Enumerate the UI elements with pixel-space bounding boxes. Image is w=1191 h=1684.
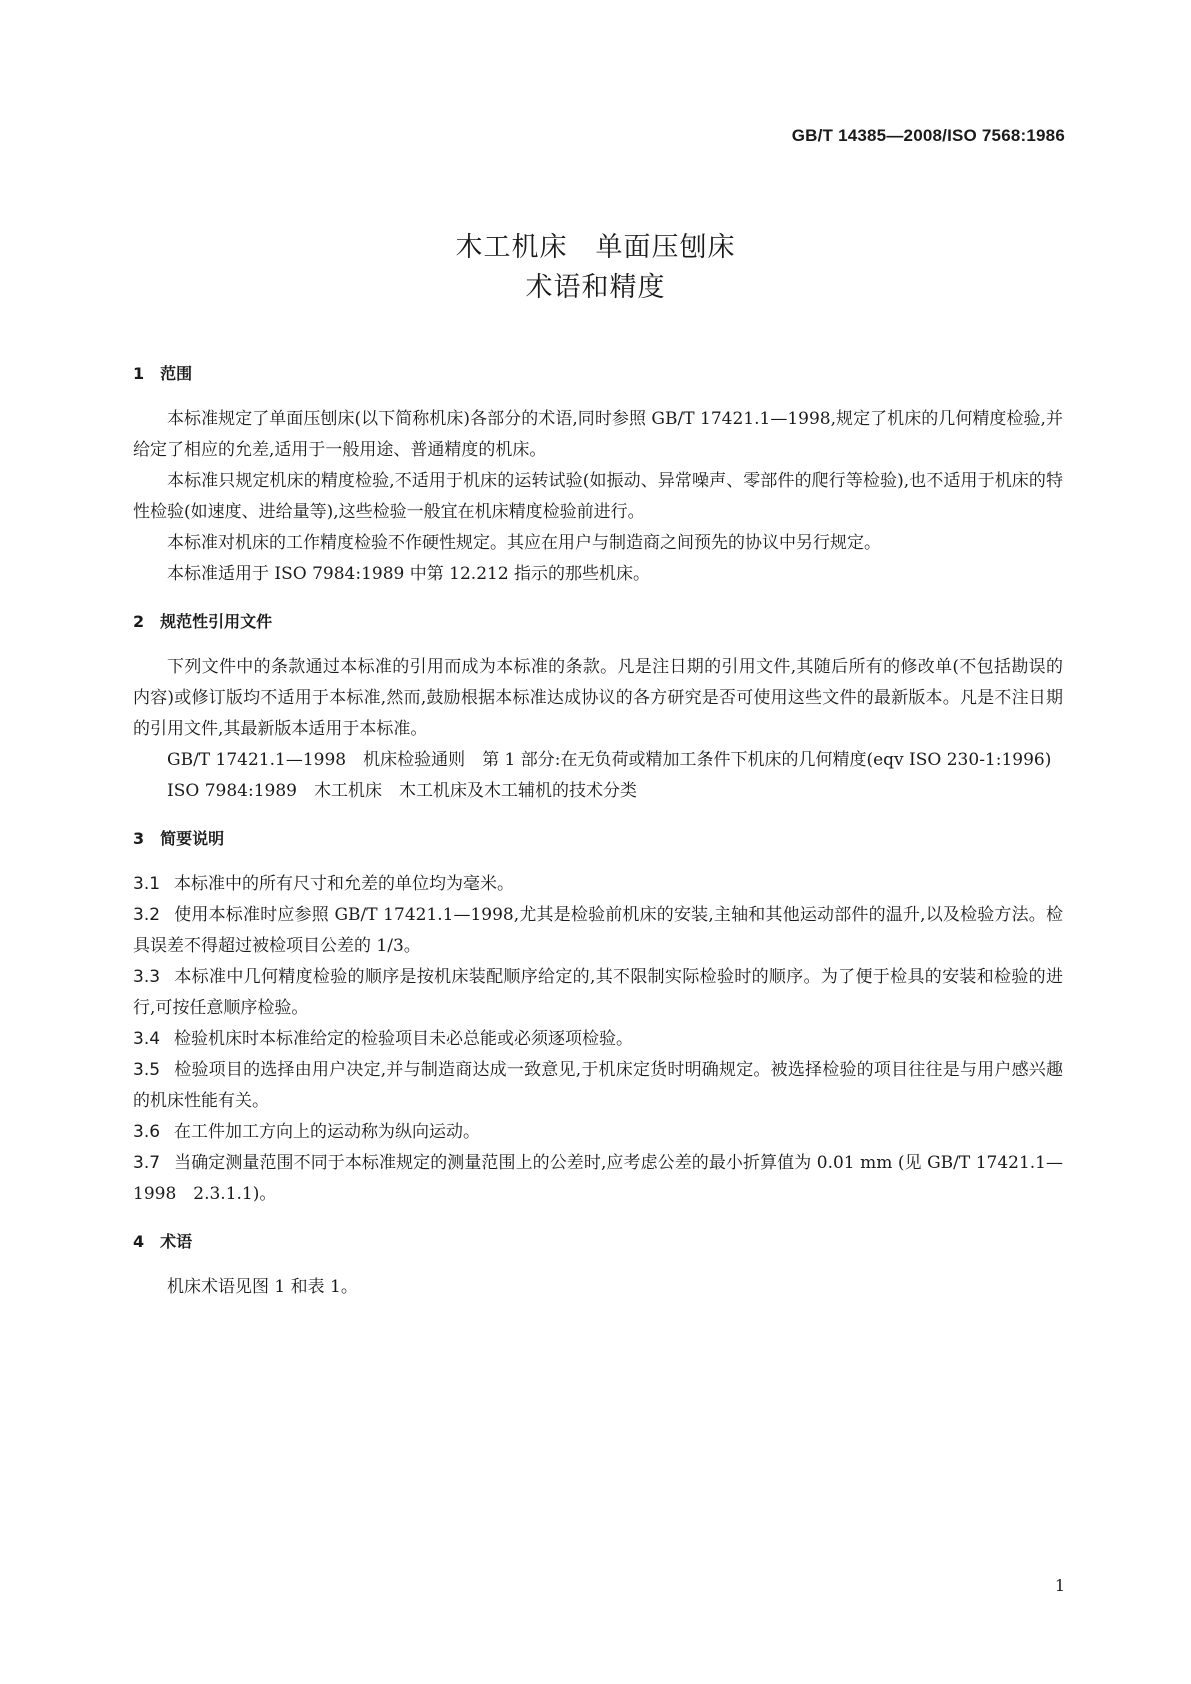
clause [133, 1024, 1063, 1055]
title-line-2: 术语和精度 [525, 272, 666, 303]
clause-text: 在工件加工方向上的运动称为纵向运动。 [174, 1122, 481, 1142]
section-brief-notes [133, 825, 1063, 1210]
clause [133, 1148, 1063, 1210]
clause-number: 3.6 [133, 1122, 161, 1142]
section-spacer [133, 590, 1063, 608]
title-line-1: 木工机床 单面压刨床 [455, 232, 736, 263]
clause-text: 本标准中几何精度检验的顺序是按机床装配顺序给定的,其不限制实际检验时的顺序。为了便于检具的安装和检验的进行,可按任意顺序检验。 [133, 967, 1063, 1018]
clause [133, 1055, 1063, 1117]
paragraph: 本标准适用于 ISO 7984:1989 中第 12.212 指示的那些机床。 [167, 564, 651, 584]
reference-entry: ISO 7984:1989 木工机床 木工机床及木工辅机的技术分类 [167, 781, 637, 801]
paragraph: 本标准对机床的工作精度检验不作硬性规定。其应在用户与制造商之间预先的协议中另行规定。 [167, 533, 881, 553]
clause-number: 3.7 [133, 1153, 161, 1173]
clause-number: 3.4 [133, 1029, 161, 1049]
clause-number: 3.1 [133, 874, 161, 894]
section-normative-references [133, 608, 1063, 807]
paragraph: 下列文件中的条款通过本标准的引用而成为本标准的条款。凡是注日期的引用文件,其随后所有的修改单(不包括勘误的内容)或修订版均不适用于本标准,然而,鼓励根据本标准达成协议的各方研究是否可使用这些文件的最新版本。凡是不注日期的引用文件,其最新版本适用于本标准。 [133, 657, 1063, 739]
clause-text: 本标准中的所有尺寸和允差的单位均为毫米。 [174, 874, 515, 894]
paragraph: 本标准规定了单面压刨床(以下简称机床)各部分的术语,同时参照 GB/T 17421.1—1998,规定了机床的几何精度检验,并给定了相应的允差,适用于一般用途、普通精度的机床。 [133, 409, 1063, 460]
paragraph: 本标准只规定机床的精度检验,不适用于机床的运转试验(如振动、异常噪声、零部件的爬行等检验),也不适用于机床的特性检验(如速度、进给量等),这些检验一般宜在机床精度检验前进行。 [133, 471, 1063, 522]
section-terms [133, 1228, 1063, 1303]
page-number: 1 [1054, 1576, 1065, 1595]
section-heading: 1 范围 [133, 364, 193, 383]
clause [133, 900, 1063, 962]
document-title [0, 228, 1191, 308]
section-heading: 2 规范性引用文件 [133, 612, 273, 631]
section-spacer [133, 1210, 1063, 1228]
standard-code: GB/T 14385—2008/ISO 7568:1986 [791, 126, 1065, 145]
clause-text: 检验机床时本标准给定的检验项目未必总能或必须逐项检验。 [174, 1029, 634, 1049]
clause-number: 3.3 [133, 967, 161, 987]
section-heading: 3 简要说明 [133, 829, 225, 848]
section-scope [133, 360, 1063, 590]
paragraph: 机床术语见图 1 和表 1。 [167, 1277, 358, 1297]
document-body [133, 360, 1063, 1303]
clause-number: 3.2 [133, 905, 161, 925]
clause-text: 使用本标准时应参照 GB/T 17421.1—1998,尤其是检验前机床的安装,主轴和其他运动部件的温升,以及检验方法。检具误差不得超过被检项目公差的 1/3。 [133, 905, 1063, 956]
clause [133, 1117, 1063, 1148]
clause-text: 当确定测量范围不同于本标准规定的测量范围上的公差时,应考虑公差的最小折算值为 0.01 mm (见 GB/T 17421.1—1998 2.3.1.1)。 [133, 1153, 1063, 1204]
clause-number: 3.5 [133, 1060, 161, 1080]
clause-text: 检验项目的选择由用户决定,并与制造商达成一致意见,于机床定货时明确规定。被选择检验的项目往往是与用户感兴趣的机床性能有关。 [133, 1060, 1063, 1111]
reference-entry: GB/T 17421.1—1998 机床检验通则 第 1 部分:在无负荷或精加工条件下机床的几何精度(eqv ISO 230-1:1996) [167, 750, 1052, 770]
clause [133, 869, 1063, 900]
clause [133, 962, 1063, 1024]
section-heading: 4 术语 [133, 1232, 193, 1251]
section-spacer [133, 807, 1063, 825]
